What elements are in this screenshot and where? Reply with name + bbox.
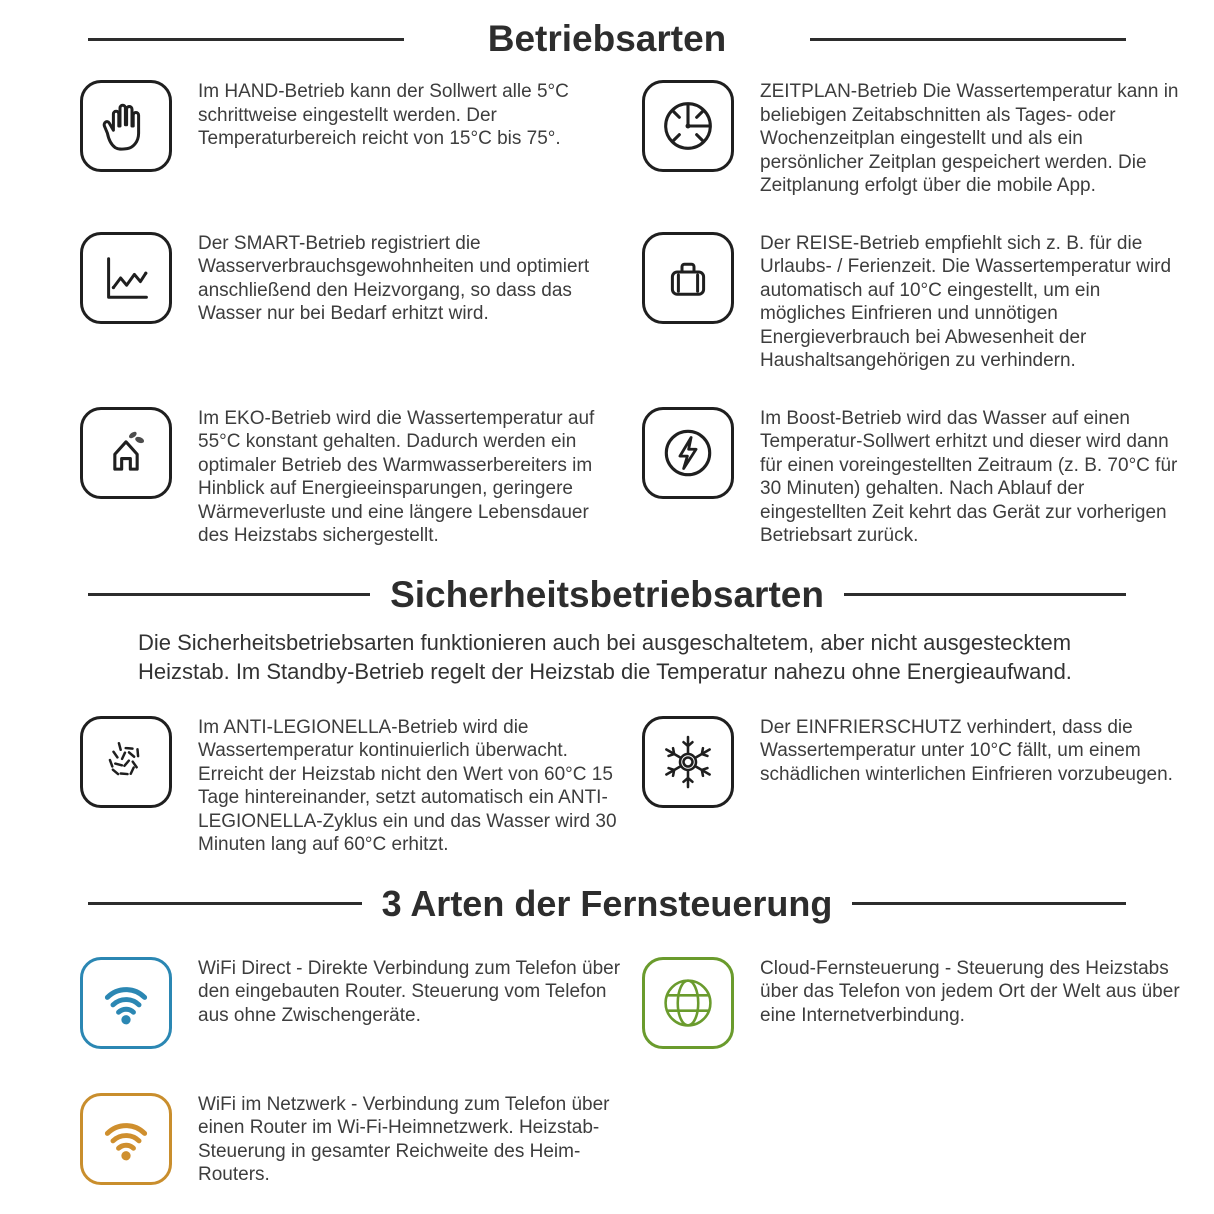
- section-sicherheit: [0, 716, 1214, 857]
- mode-description: Im HAND-Betrieb kann der Sollwert alle 5°C schrittweise eingestellt werden. Der Temperaturbereich reicht von 15°C bis 75°.: [198, 81, 569, 149]
- mode-boost: [642, 407, 1186, 548]
- mode-description: Im EKO-Betrieb wird die Wassertemperatur auf 55°C konstant gehalten. Dadurch werden ein optimaler Betrieb des Warmwasserbereiters im Hinblick auf Energieeinsparungen, geringere Wärmeverluste und eine längere Lebensdauer des Heizstabs sichergestellt.: [198, 407, 595, 546]
- section-heading-sicherheit: [0, 574, 1214, 616]
- heading-rule-left: [88, 593, 370, 596]
- boost-bolt-icon: [657, 422, 719, 484]
- icon-tile: [642, 957, 734, 1049]
- section-title: Betriebsarten: [487, 18, 727, 59]
- section-fernsteuerung: [0, 957, 1214, 1187]
- icon-tile: [642, 232, 734, 324]
- heading-rule-left: [88, 38, 404, 41]
- heading-rule-right: [844, 593, 1126, 596]
- mode-einfrierschutz: [642, 716, 1186, 857]
- heading-rule-left: [88, 902, 362, 905]
- remote-cloud: [642, 957, 1186, 1049]
- wifi-icon: [95, 972, 157, 1034]
- mode-hand: [80, 80, 624, 198]
- sicherheit-intro: Die Sicherheitsbetriebsarten funktionieren auch bei ausgeschaltetem, aber nicht ausgestecktem Heizstab. Im Standby-Betrieb regelt der Heizstab die Temperatur nahezu ohne Energieaufwand.: [138, 629, 1072, 684]
- mode-description: Im Boost-Betrieb wird das Wasser auf einen Temperatur-Sollwert erhitzt und dieser wird dann für einen voreingestellten Zeitraum (z. B. 70°C für 30 Minuten) gehalten. Nach Ablauf der eingestellten Zeit kehrt das Gerät zur vorherigen Betriebsart zurück.: [760, 407, 1178, 546]
- mode-anti-legionella: [80, 716, 624, 857]
- mode-description: Im ANTI-LEGIONELLA-Betrieb wird die Wassertemperatur kontinuierlich überwacht. Erreicht der Heizstab nicht den Wert von 60°C 15 Tage hintereinander, setzt automatisch ein ANTI-LEGIONELLA-Zyklus ein und das Wasser wird 30 Minuten lang auf 60°C erhitzt.: [198, 716, 617, 855]
- icon-tile: [80, 1093, 172, 1185]
- mode-reise: [642, 232, 1186, 373]
- icon-tile: [80, 716, 172, 808]
- mode-smart: [80, 232, 624, 373]
- section-betriebsarten: [0, 80, 1214, 548]
- mode-description: WiFi im Netzwerk - Verbindung zum Telefon über einen Router im Wi-Fi-Heimnetzwerk. Heizstab-Steuerung in gesamter Reichweite des Heim-Routers.: [198, 1093, 610, 1185]
- mode-eko: [80, 407, 624, 548]
- icon-tile: [80, 957, 172, 1049]
- icon-tile: [642, 716, 734, 808]
- mode-zeitplan: [642, 80, 1186, 198]
- grid-spacer: [642, 1093, 1186, 1187]
- bacteria-icon: [95, 731, 157, 793]
- remote-wifi-direct: [80, 957, 624, 1049]
- clock-icon: [657, 95, 719, 157]
- snowflake-icon: [656, 730, 720, 794]
- section-heading-fernsteuerung: [0, 883, 1214, 925]
- mode-description: ZEITPLAN-Betrieb Die Wassertemperatur kann in beliebigen Zeitabschnitten als Tages- oder Wochenzeitplan eingestellt und als ein persönlicher Zeitplan gespeichert werden. Die Zeitplanung erfolgt über die mobile App.: [760, 81, 1179, 196]
- suitcase-icon: [658, 248, 718, 308]
- mode-description: WiFi Direct - Direkte Verbindung zum Telefon über den eingebauten Router. Steuerung vom Telefon aus ohne Zwischengeräte.: [198, 957, 621, 1026]
- mode-description: Der REISE-Betrieb empfiehlt sich z. B. für die Urlaubs- / Ferienzeit. Die Wassertemperatur wird automatisch auf 10°C eingestellt, um ein mögliches Einfrieren und unnötigen Energieverbrauch bei Abwesenheit der Haushaltsangehörigen zu verhindern.: [760, 232, 1172, 371]
- globe-icon: [656, 971, 720, 1035]
- mode-description: Der EINFRIERSCHUTZ verhindert, dass die Wassertemperatur unter 10°C fällt, um einem schädlichen winterlichen Einfrieren vorzubeugen.: [760, 716, 1173, 785]
- icon-tile: [80, 80, 172, 172]
- icon-tile: [642, 80, 734, 172]
- icon-tile: [80, 407, 172, 499]
- icon-tile: [642, 407, 734, 499]
- section-title: 3 Arten der Fernsteuerung: [381, 882, 833, 924]
- icon-tile: [80, 232, 172, 324]
- eco-house-icon: [95, 422, 157, 484]
- line-chart-icon: [96, 248, 156, 308]
- mode-description: Cloud-Fernsteuerung - Steuerung des Heizstabs über das Telefon von jedem Ort der Welt aus über eine Internetverbindung.: [760, 957, 1180, 1026]
- hand-icon: [96, 96, 156, 156]
- heading-rule-right: [810, 38, 1126, 41]
- heading-rule-right: [852, 902, 1126, 905]
- wifi-icon: [95, 1108, 157, 1170]
- section-title: Sicherheitsbetriebsarten: [390, 573, 824, 615]
- section-heading-betriebsarten: [0, 18, 1214, 60]
- remote-wifi-network: [80, 1093, 624, 1187]
- mode-description: Der SMART-Betrieb registriert die Wasserverbrauchsgewohnheiten und optimiert anschließend den Heizvorgang, so dass das Wasser nur bei Bedarf erhitzt wird.: [198, 232, 590, 324]
